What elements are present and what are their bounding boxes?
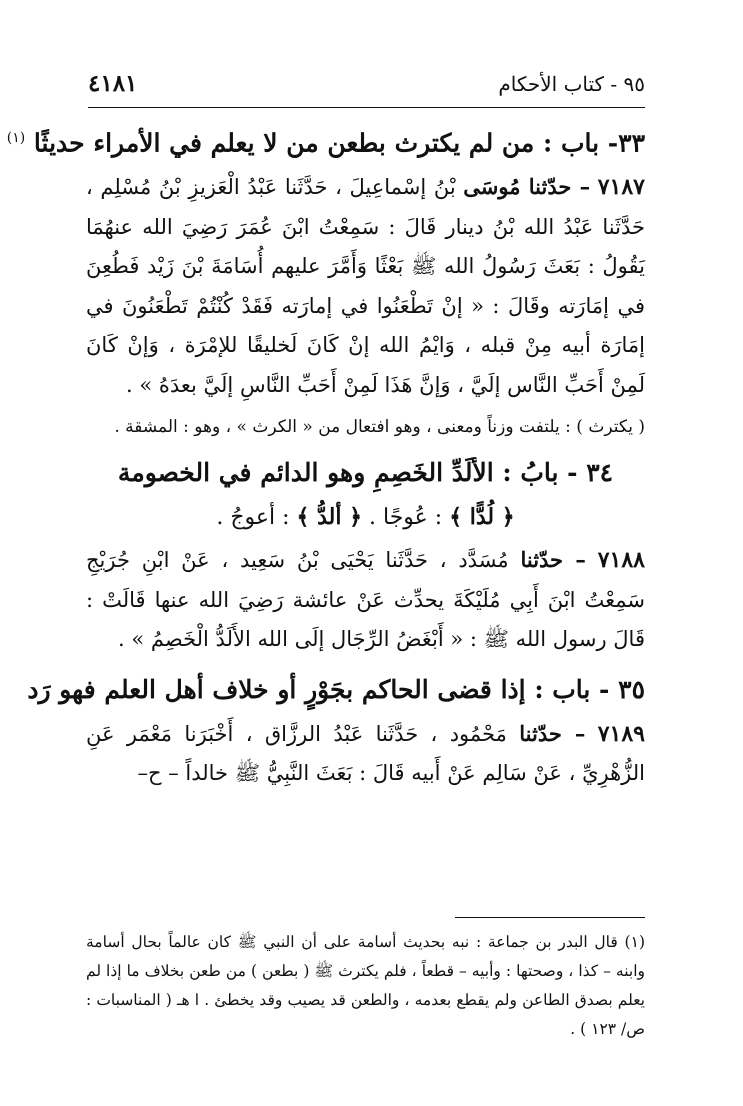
hadith-number: ٧١٨٩ [597,720,645,747]
footnote-ref: (١) [6,130,26,146]
hadith-text: مَحْمُود ، حَدَّثَنا عَبْدُ الرزَّاق ، أَخْبَرَنا مَعْمَر عَنِ الزُّهْرِيِّ ، عَنْ سَالِم عَنْ أَبيه قَالَ : بَعَثَ النَّبِيُّ ﷺ خالداً – ح– [86,721,645,786]
hadith-7188 [86,540,645,660]
page-number: ٤١٨١ [88,70,138,97]
hadith-lead: – حدّثنا مُوسَى [463,174,591,200]
gloss-yaktarith: ( يكترث ) : يلتفت وزناً ومعنى ، وهو افتعال من « الكرث » ، وهو : المشقة . [114,417,645,438]
hadith-text: بْنُ إسْماعِيلَ ، حَدَّثَنا عَبْدُ الْعَزيزِ بْنُ مُسْلِم ، حَدَّثَنا عَبْدُ الله بْنُ دينار قَالَ : سَمِعْتُ ابْنَ عُمَرَ رَضِيَ الله عنهُمَا يَقُولُ : بَعَثَ رَسُولُ الله ﷺ بَعْثًا وَأَمَّرَ عليهم أُسَامَةَ بْنَ زَيْد فَطُعِنَ في إمَارَته وقَالَ : « إنْ تَطْعَنُوا في إمارَته فَقَدْ كُنْتُمْ تَطْعَنُونَ في إمَارَة أبيه مِنْ قبله ، وَايْمُ الله إنْ كَانَ لَخليقًا للإمْرَة ، وَإنْ كَانَ لَمِنْ أَحَبِّ النَّاس إلَيَّ ، وَإنَّ هَذَا لَمِنْ أَحَبِّ النَّاسِ إلَيَّ بعدَهُ » . [86,175,645,397]
hadith-7187 [86,167,645,405]
running-head: ٩٥ - كتاب الأحكام [498,72,645,96]
hadith-text: مُسَدَّد ، حَدَّثَنا يَحْيَى بْنُ سَعِيد ، عَنْ ابْنِ جُرَيْجِ سَمِعْتُ ابْنَ أَبِي مُلَيْكَةَ يحدِّث عَنْ عائشة رَضِيَ الله عنها قَالَتْ : قَالَ رسول الله ﷺ : « أَبْغَضُ الرِّجَال إلَى الله الأَلَدُّ الْخَصِمُ » . [86,548,645,652]
footnote-rule [455,917,645,918]
hadith-lead: – حدّثنا [520,547,586,573]
hadith-7189 [86,714,645,794]
footnote: (١) قال البدر بن جماعة : نبه بحديث أسامة على أن النبي ﷺ كان عالماً بحال أسامة وابنه – كذا ، وصحتها : وأبيه – قطعاً ، فلم يكترث ﷺ ( بطعن ) من طعن بخلاف ما إذا لم يعلم بصدق الطاعن ولم يقطع بعدمه ، والطعن قد يصيب وقد يخطئ . ا هـ ( المناسبات : ص/ ١٢٣ ) . [86,933,645,1038]
hadith-number: ٧١٨٨ [597,547,645,574]
section-33-heading [6,116,645,165]
section-34-subline [86,497,645,538]
section-33-heading-text: ٣٣- باب : من لم يكترث بطعن من لا يعلم في الأمراء حديثًا [33,128,645,158]
quran-word-2: ﴿ ألدُّ ﴾ [296,504,362,531]
section-35-heading: ٣٥ - باب : إذا قضى الحاكم بجَوْرٍ أو خلاف أهل العلم فهو رَد [27,674,645,704]
quran-meaning-2: : أعوجُ . [216,505,290,531]
hadith-lead: – حدّثنا [519,720,586,746]
page-body [6,108,645,794]
section-34-heading: ٣٤ - بابُ : الألَدِّ الخَصِمِ وهو الدائم في الخصومة [117,458,614,488]
page-header [88,70,645,104]
quran-meaning-1: : عُوجًا . [369,505,443,531]
hadith-number: ٧١٨٧ [597,174,645,201]
quran-word-1: ﴿ لُدًّا ﴾ [449,504,515,531]
